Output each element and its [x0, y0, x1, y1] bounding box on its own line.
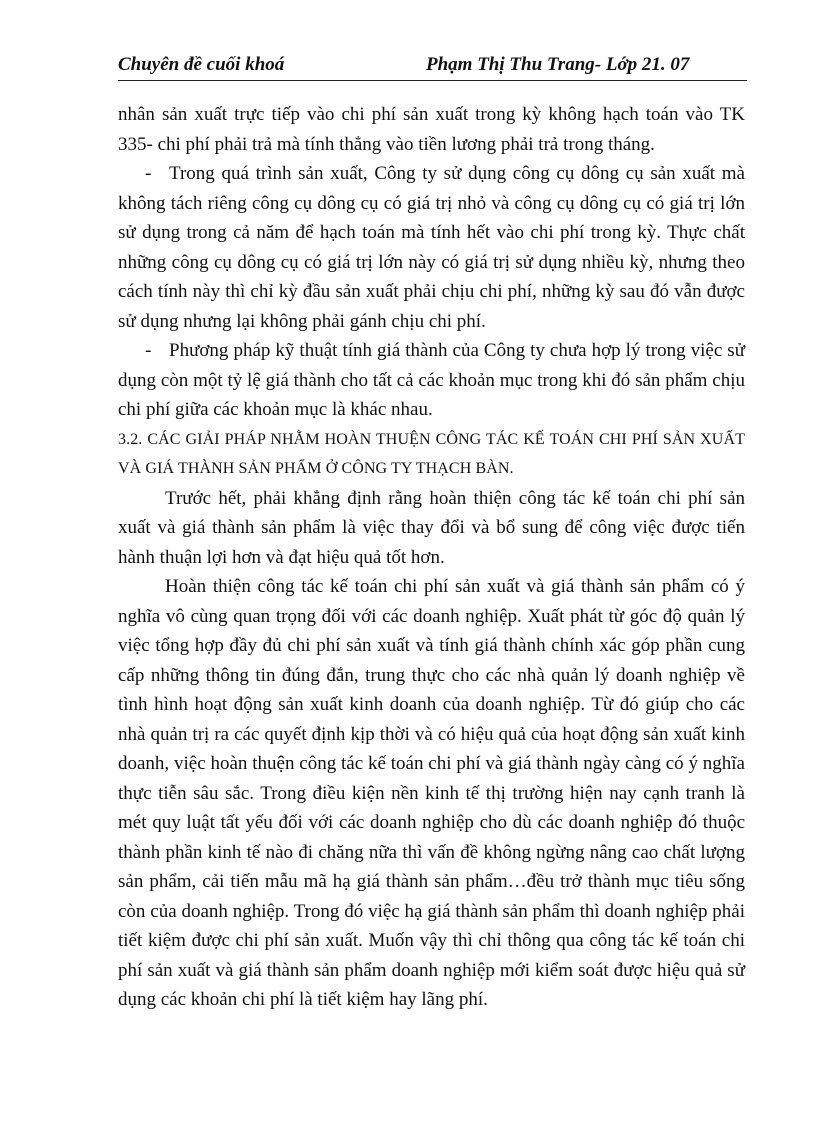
paragraph-importance: Hoàn thiện công tác kế toán chi phí sản xuất và giá thành sản phẩm có ý nghĩa vô cùng quan trọng đối với các doanh nghiệp. Xuất phát từ góc độ quản lý việc tổng hợp đầy đủ chi phí sản xuất và tính giá thành chính xác góp phần cung cấp những thông tin đúng đắn, trung thực cho các nhà quản lý doanh nghiệp về tình hình hoạt động sản xuất kinh doanh của doanh nghiệp. Từ đó giúp cho các nhà quản trị ra các quyết định kịp thời và có hiệu quả của hoạt động sản xuất kinh doanh, việc hoàn thuện công tác kế toán chi phí và giá thành ngày càng có ý nghĩa thực tiễn sâu sắc. Trong điều kiện nền kinh tế thị trường hiện nay cạnh tranh là mét quy luật tất yếu đối với các doanh nghiệp cho dù các doanh nghiệp đó thuộc thành phần kinh tế nào đi chăng nữa thì vấn đề không ngừng nâng cao chất lượng sản phẩm, cải tiến mẫu mã hạ giá thành sản phẩm…đều trở thành mục tiêu sống còn của doanh nghiệp. Trong đó việc hạ giá thành sản phẩm thì doanh nghiệp phải tiết kiệm được chi phí sản xuất. Muốn vậy thì chỉ thông qua công tác kế toán chi phí sản xuất và giá thành sản phẩm doanh nghiệp mới kiểm soát được hiệu quả sử dụng các khoản chi phí là tiết kiệm hay lãng phí. — [118, 576, 745, 1010]
bullet-text-costing-method: Phương pháp kỹ thuật tính giá thành của Công ty chưa hợp lý trong việc sử dụng còn một tỷ lệ giá thành cho tất cả các khoản mục trong khi đó sản phẩm chịu chi phí giữa các khoản mục là khác nhau. — [118, 340, 745, 420]
section-heading: 3.2. CÁC GIẢI PHÁP NHẰM HOÀN THUỆN CÔNG TÁC KẾ TOÁN CHI PHÍ SẢN XUẤT VÀ GIÁ THÀNH SẢN PHẨM Ở CÔNG TY THẠCH BÀN. — [118, 430, 745, 477]
bullet-item-tools — [118, 159, 745, 336]
bullet-dash: - — [145, 340, 152, 361]
page-header — [118, 52, 747, 81]
bullet-text-tools: Trong quá trình sản xuất, Công ty sử dụng công cụ dông cụ sản xuất mà không tách riêng công cụ dông cụ có giá trị nhỏ và công cụ dông cụ có giá trị lớn sử dụng trong cả năm để hạch toán mà tính hết vào chi phí trong kỳ. Thực chất những công cụ dông cụ có giá trị lớn này có giá trị sử dụng nhiều kỳ, nhưng theo cách tính này thì chỉ kỳ đầu sản xuất phải chịu chi phí, những kỳ sau đó vẫn được sử dụng nhưng lại không phải gánh chịu chi phí. — [118, 163, 745, 332]
paragraph-continuation: nhân sản xuất trực tiếp vào chi phí sản xuất trong kỳ không hạch toán vào TK 335- chi phí phải trả mà tính thẳng vào tiền lương phải trả trong tháng. — [118, 104, 745, 155]
header-author: Phạm Thị Thu Trang- Lớp 21. 07 — [426, 54, 690, 75]
bullet-dash: - — [145, 163, 152, 184]
document-body — [118, 100, 745, 1015]
header-document-title: Chuyên đề cuối khoá — [118, 54, 285, 75]
paragraph-intro: Trước hết, phải khẳng định rằng hoàn thiện công tác kế toán chi phí sản xuất và giá thành sản phẩm là việc thay đổi và bổ sung để công việc được tiến hành thuận lợi hơn và đạt hiệu quả tốt hơn. — [118, 487, 745, 568]
bullet-item-costing-method — [118, 336, 745, 425]
